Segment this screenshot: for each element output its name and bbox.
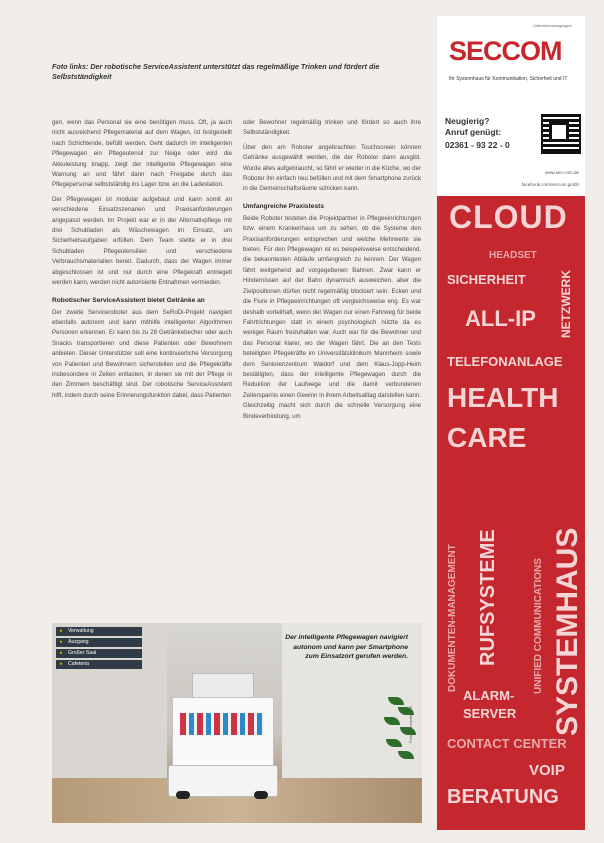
photo-credit: Foto: Fraunhofer IPA <box>408 705 413 743</box>
article-column-2 <box>243 118 421 426</box>
wheel-icon <box>176 791 190 799</box>
paragraph: Beide Roboter testeten die Projektpartner in Pflegeeinrichtungen bzw. einem Krankenhaus um zu sehen, ob die Systeme den Praxisanforderungen entsprechen und welche Mehrwerte sie bieten. Für den Pflegewagen ist es beispielsweise entscheidend, die bekanntesten Abläufe umfangreich zu kennen. Der Wagen fährt weitgehend auf vorgegebenen Bahnen. Zwar kann er Hindernissen auf der Bahn dynamisch ausweichen, aber die Zielpositionen dürfen nicht regelmäßig blockiert sein. Ecken und die Flure in Pflegeeinrichtungen oft vergleichsweise eng. Es war deshalb vorteilhaft, wenn der Wagen nur einen Fahrweg für beide Fahrtrichtungen statt in einem psychologisch nützte da es weniger Raum freizuhalten war. Auch war für die Bewohner und das Personal klarer, wo der Wagen fährt. Die an den Tests beteiligten Pflegekräfte im Universitätsklinikum Mannheim sowie dem Seniorenzentrum Waldorf und dem Klaus-Jopp-Heim bestätigten, dass der intelligente Pflegewagen durch die Reduktion der Laufwege und die damit verbundenen Zeitersparnis einen Gewinn in ihrem Arbeitsalltag darstellen kann. Gleichzeitig macht sich durch die schnelle Versorgung eine Bindeverbindung, um <box>243 214 421 420</box>
direction-sign: ▸ Cafeteria <box>56 660 142 669</box>
paragraph: gen, wenn das Personal sie eine benötigen muss. Oft, ja auch nicht ausreichend Pflegematerial auf dem Wagen, ist festgestellt nach Schichtende, befüllt werden. Geht dadurch im intelligenten Pflegewagen ein Pflegeutensil zur Neige oder wird die Akkuleistung knapp, zeigt der intelligente Pflegewagen eine Warnung an und fährt dann nach Freigabe durch das Pflegepersonal selbstständig ins Lager bzw. an die Ladestation. <box>52 119 232 189</box>
direction-signs <box>56 627 142 671</box>
word-cloud-item: SYSTEMHAUS <box>551 527 584 736</box>
section-heading: Umfangreiche Praxistests <box>243 202 324 210</box>
word-cloud-item: CONTACT CENTER <box>447 736 567 751</box>
ad-tagline: Ihr Systemhaus für Kommunikation, Sicherheit und IT <box>449 76 568 82</box>
word-cloud-item: SERVER <box>463 706 517 721</box>
word-cloud-item: BERATUNG <box>447 786 559 808</box>
word-cloud-item: UNIFIED COMMUNICATIONS <box>533 558 544 694</box>
paragraph: Der Pflegewagen ist modular aufgebaut und kann somit an verschiedene Einsatzszenarien und Praxisanforderungen angepasst werden. Im Projekt war er in der Alternativpflege mit drei Schubladen als Wäschewagen im Einsatz, um Sicherheitsaufgaben erfüllen. Dem Team stellte er in drei Schubladen Pflegeutensilien und verschiedene Verbrauchsmaterialien bereit. Dadurch, dass der Wagen immer abgeschlossen ist und nur durch eine Pflegekraft entriegelt werden kann, werden nicht autorisierte Entnahmen vermieden. <box>52 195 232 287</box>
logo-subtitle: Unternehmensgruppe <box>533 23 572 28</box>
paragraph: oder Bewohner regelmäßig trinken und fördert so auch ihre Selbstständigkeit. <box>243 119 421 137</box>
section-heading: Robotischer ServiceAssistent bietet Getränke an <box>52 296 205 304</box>
word-cloud-item: VOIP <box>529 762 565 779</box>
drink-cups <box>180 713 264 735</box>
word-cloud-item: ALL-IP <box>465 306 536 331</box>
seccom-advertisement <box>437 16 585 830</box>
ad-facebook: facebook.com/seccom.gmbh <box>521 182 579 187</box>
word-cloud-item: NETZWERK <box>559 270 573 338</box>
ad-teaser: Neugierig? Anruf genügt: <box>445 116 502 137</box>
article-column-1 <box>52 118 232 405</box>
paragraph: Der zweite Serviceroboter aus dem SeRoDi-Projekt navigiert ebenfalls autonom und kann mithilfe intelligenter Algorithmen Personen erkennen. Er kann bis zu 28 Getränkebecher oder auch Snacks transportieren und diese Patienten oder Bewohnern anbieten. Dieser Unterstützer soll eine kontinuierliche Versorgung von Patienten und Bewohnern sicherstellen und die Pflegekräfte insbesondere in Zeiten entlasten, in denen sie mit der Pflege in den Zimmern beschäftigt sind. Der robotische ServiceAssistent hilft, indem durch seine Erinnerungsfunktion dabei, dass Patienten <box>52 308 232 399</box>
ad-website: www.sec-com.de <box>544 170 579 175</box>
direction-sign: ▸ Ausgang <box>56 638 142 647</box>
word-cloud-item: RUFSYSTEME <box>477 529 499 666</box>
direction-sign: ▸ Großer Saal <box>56 649 142 658</box>
direction-sign: ▸ Verwaltung <box>56 627 142 636</box>
word-cloud-item: ALARM- <box>463 688 515 703</box>
seccom-logo: SECCOM <box>449 36 562 66</box>
plant-icon <box>382 693 422 783</box>
word-cloud-item: HEALTH <box>447 382 559 413</box>
care-trolley-robot <box>162 673 282 801</box>
ad-header <box>437 16 585 196</box>
word-cloud-item: CLOUD <box>449 199 568 235</box>
word-cloud-item: CARE <box>447 422 527 453</box>
word-cloud-item: DOKUMENTEN-MANAGEMENT <box>447 544 458 692</box>
paragraph: Über den am Roboter angebrachten Touchscreen können Getränke ausgewählt werden, die der Roboter dann ausgibt. Wurde alles aufgebraucht, so fährt er wieder in die Küche, wo der Roboter ihn einfach neu befüllen und mit dem Smartphone zurück in die Gemeinschaftsräume schicken kann. <box>243 143 421 193</box>
word-cloud-item: HEADSET <box>489 250 537 261</box>
word-cloud-item: TELEFONANLAGE <box>447 354 563 369</box>
photo-caption-right: Der intelligente Pflegewagen navigiert autonom und kann per Smartphone zum Einsatzort gerufen werden. <box>285 634 408 660</box>
word-cloud-item: SICHERHEIT <box>447 272 526 287</box>
robot-photo <box>52 623 422 823</box>
photo-caption-left: Foto links: Der robotische ServiceAssistent unterstützt das regelmäßige Trinken und fördert die Selbstständigkeit <box>52 62 380 81</box>
wheel-icon <box>254 791 268 799</box>
ad-phone-number: 02361 - 93 22 - 0 <box>445 140 510 150</box>
